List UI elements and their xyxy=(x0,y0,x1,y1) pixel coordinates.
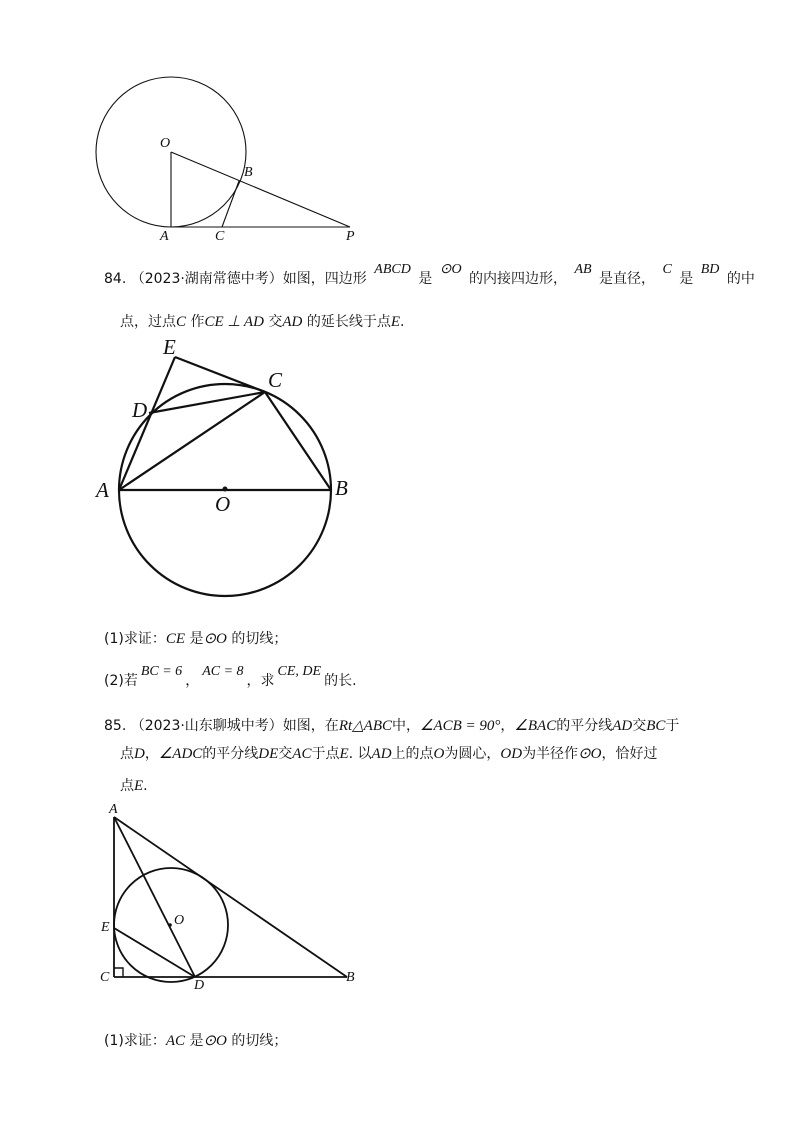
q84-math: C xyxy=(176,314,187,330)
q84-number: 84. xyxy=(104,271,127,287)
q84-text: (1)求证： xyxy=(104,631,166,647)
q85-text: 为半径作 xyxy=(522,746,579,762)
q84-text: 交 xyxy=(268,314,283,330)
q85-math: D xyxy=(134,746,145,762)
q85-text: ，恰好过 xyxy=(601,746,658,762)
point-label-o: O xyxy=(215,492,231,516)
q84-math: BC = 6 xyxy=(140,664,183,679)
q85-text: 交 xyxy=(278,746,293,762)
q84-math: CE xyxy=(165,631,186,647)
q85-text: 上的点 xyxy=(391,746,434,762)
q85-number: 85. xyxy=(104,718,127,734)
point-label-a: A xyxy=(160,229,169,244)
point-label-p: P xyxy=(346,229,355,244)
q85-text: 的平分线 xyxy=(202,746,259,762)
q85-math: ⊙O xyxy=(203,1033,227,1049)
point-label-c: C xyxy=(100,970,110,985)
q84-text: ， xyxy=(185,673,200,689)
q85-math: AD xyxy=(371,746,392,762)
point-label-d: D xyxy=(194,978,205,993)
q84-source: （2023·湖南常德中考）如图，四边形 xyxy=(130,271,367,287)
q84-math: E xyxy=(390,314,401,330)
point-label-b: B xyxy=(346,970,355,985)
point-label-c: C xyxy=(268,368,283,392)
q85-math: ∠BAC xyxy=(514,718,557,734)
point-label-o: O xyxy=(174,913,185,928)
q85-text: 于点 xyxy=(311,746,340,762)
center-dot xyxy=(168,923,172,927)
q84-circle: ⊙O xyxy=(439,262,462,277)
q84-text: 的切线； xyxy=(231,631,288,647)
q85-text: 交 xyxy=(632,718,647,734)
q84-math: CE, DE xyxy=(277,664,322,679)
q84-text: ，求 xyxy=(246,673,275,689)
q84-text: 是 xyxy=(418,271,433,287)
segment-ab xyxy=(114,817,347,977)
q85-text: 的平分线 xyxy=(556,718,613,734)
q85-text: . 以 xyxy=(348,746,372,762)
q84-text: 的中 xyxy=(726,271,755,287)
q84-math: AD xyxy=(282,314,303,330)
q85-text: 点 xyxy=(120,746,134,762)
q85-math: DE xyxy=(258,746,279,762)
q84-math: ⊙O xyxy=(203,631,227,647)
point-label-d: D xyxy=(132,398,148,422)
q85-math: AD xyxy=(612,718,633,734)
q84-ab: AB xyxy=(574,262,592,277)
point-label-b: B xyxy=(335,476,348,500)
q85-text: ， xyxy=(144,746,159,762)
q84-text: . xyxy=(400,314,405,330)
q85-math: ∠ADC xyxy=(158,746,203,762)
q85-math: Rt△ABC xyxy=(338,718,393,734)
q85-math: O xyxy=(433,746,445,762)
q84-math: AC = 8 xyxy=(202,664,244,679)
q85-math: E xyxy=(339,746,349,762)
q84-quad: ABCD xyxy=(374,262,411,277)
q85-text: 为圆心， xyxy=(444,746,501,762)
q84-text: 点，过点 xyxy=(120,314,176,330)
point-label-b: B xyxy=(244,165,253,180)
point-label-a: A xyxy=(109,802,118,817)
point-label-c: C xyxy=(215,229,225,244)
point-label-e: E xyxy=(101,920,110,935)
q85-text: 是 xyxy=(189,1033,204,1049)
q84-text: 的延长线于点 xyxy=(306,314,391,330)
point-label-o: O xyxy=(160,136,171,151)
q84-text: 是 xyxy=(679,271,694,287)
q85-math: AC xyxy=(292,746,312,762)
q85-math: AC xyxy=(165,1033,186,1049)
q85-math: OD xyxy=(500,746,523,762)
q85-text: 中， xyxy=(392,718,421,734)
q85-text: ， xyxy=(500,718,515,734)
q85-math: BC xyxy=(646,718,666,734)
q85-text: . xyxy=(143,778,148,794)
point-label-e: E xyxy=(163,335,176,359)
q85-math: ∠ACB = 90° xyxy=(420,718,501,734)
q85-text: 于 xyxy=(665,718,680,734)
right-angle-mark xyxy=(114,968,123,977)
q84-text: 是 xyxy=(189,631,204,647)
q85-math: ⊙O xyxy=(578,746,602,762)
q85-text: (1)求证： xyxy=(104,1033,166,1049)
q84-c: C xyxy=(662,262,672,277)
q84-text: (2)若 xyxy=(104,673,138,689)
q85-text: 的切线； xyxy=(231,1033,288,1049)
q85-text: （2023·山东聊城中考）如图，在 xyxy=(130,718,339,734)
q85-math: E xyxy=(134,778,144,794)
q84-math: CE ⊥ AD xyxy=(204,314,264,330)
q84-text: 的长. xyxy=(324,673,357,689)
point-label-a: A xyxy=(96,478,109,502)
q84-arc-bd: BD xyxy=(700,262,720,277)
q84-text: 作 xyxy=(190,314,205,330)
q84-text: 是直径， xyxy=(599,271,656,287)
q84-text: 的内接四边形， xyxy=(469,271,568,287)
q85-part1 xyxy=(104,1030,287,1050)
q85-text: 点 xyxy=(120,778,134,794)
